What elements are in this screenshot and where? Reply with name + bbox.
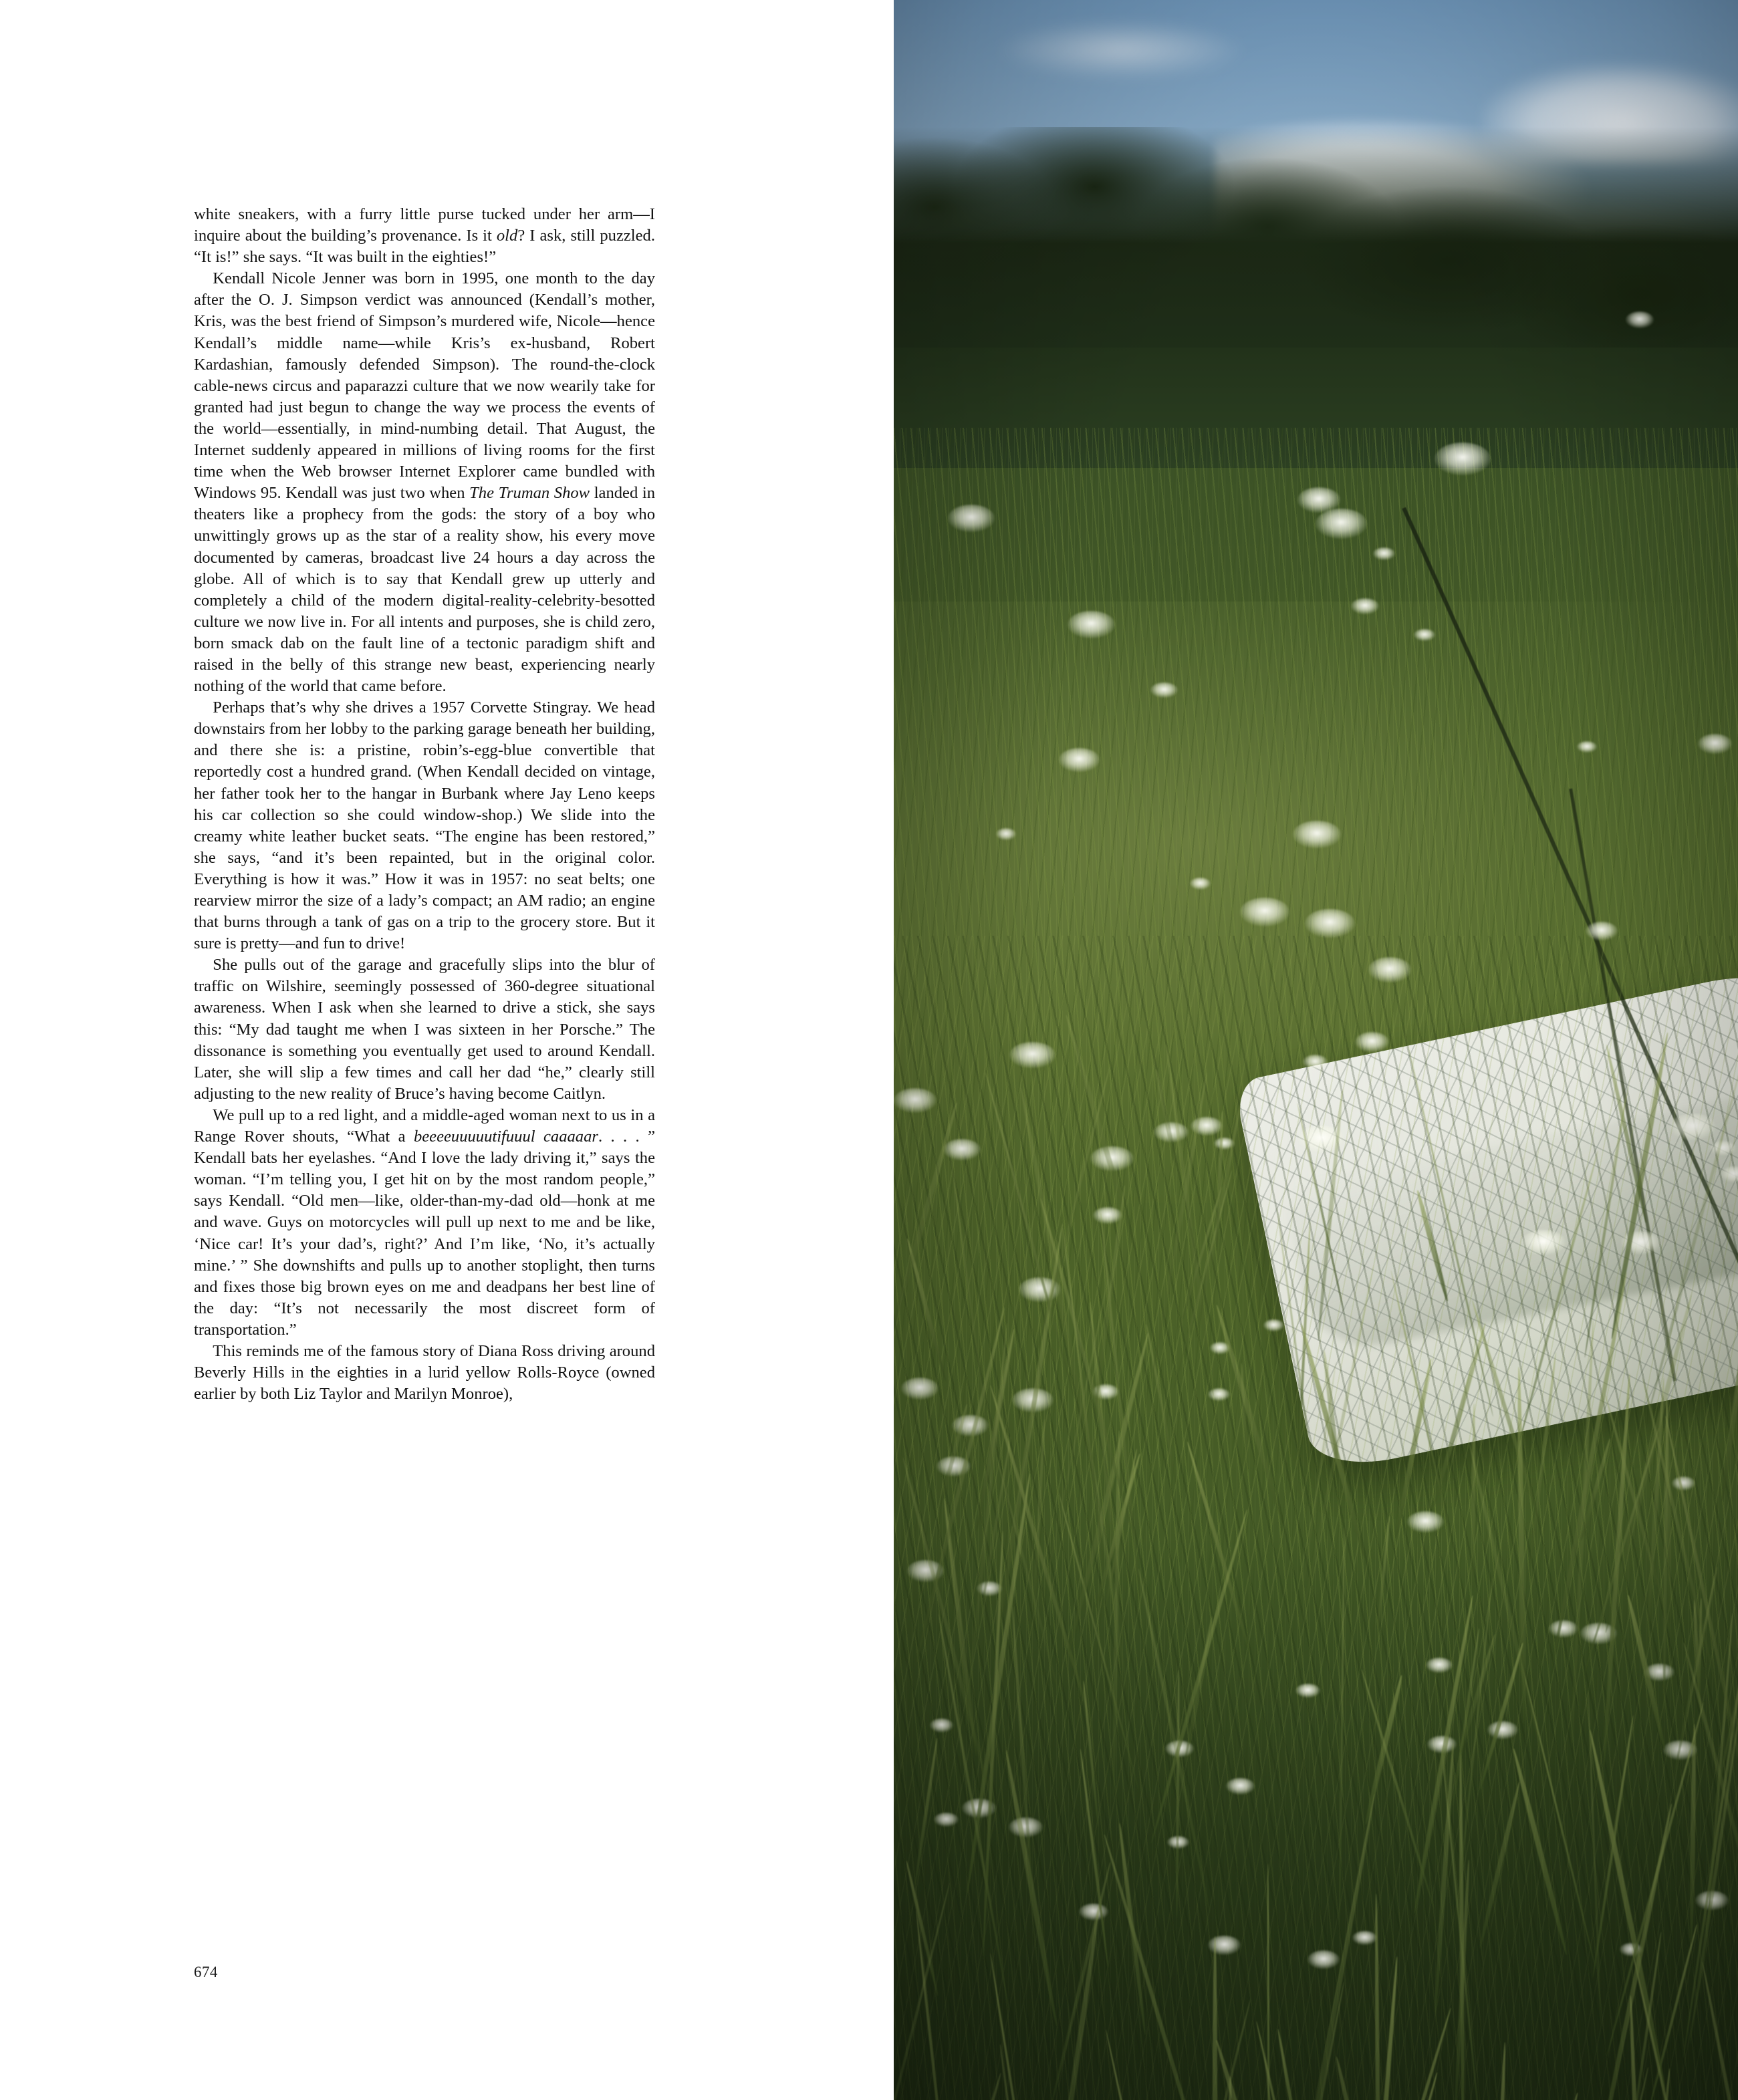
flower-head bbox=[1226, 1778, 1254, 1795]
italic-run: old bbox=[496, 227, 518, 245]
flower-head bbox=[1435, 442, 1491, 475]
photograph-meadow bbox=[894, 0, 1738, 2100]
flower-head bbox=[1626, 311, 1654, 328]
flower-head bbox=[1698, 734, 1732, 754]
flower-head bbox=[1414, 629, 1435, 641]
flower-head bbox=[1373, 547, 1394, 560]
flower-head bbox=[1059, 748, 1100, 771]
page-number: 674 bbox=[194, 1964, 218, 1980]
text-run: Perhaps that’s why she drives a 1957 Corvette Stingray. We head downstairs from her lobby to the parking garage beneath her building, and there she is: a pristine, robin’s-egg-blue convertible that reportedly cost a hundred grand. (When Kendall decided on vintage, her father took her to the hangar in Burbank where Jay Leno keeps his car collection so she could window-shop.) We slide into the creamy white leather bucket seats. “The engine has been restored,” she says, “and it’s been repainted, but in the original color. Everything is how it was.” How it was in 1957: no seat belts; one rearview mirror the size of a lady’s compact; an AM radio; an engine that burns through a tank of gas on a trip to the grocery store. But it sure is pretty—and fun to drive! bbox=[194, 698, 655, 953]
flower-head bbox=[1487, 1721, 1518, 1738]
flower-head bbox=[1670, 1113, 1716, 1140]
article-paragraph bbox=[194, 697, 655, 954]
flower-head bbox=[1355, 1032, 1390, 1052]
flower-head bbox=[996, 828, 1017, 840]
text-run: We pull up to a red light, and a middle-aged woman next to us in a Range Rover shouts, “What a bbox=[194, 1105, 655, 1146]
flower-head bbox=[1305, 909, 1355, 938]
text-run: landed in theaters like a prophecy from the gods: the story of a boy who unwittingly grows up as the star of a reality show, his every move documented by cameras, broadcast live 24 hours a day across the globe. All of which is to say that Kendall grew up utterly and completely a child of the modern digital-reality-celebrity-besotted culture we now live in. For all intents and purposes, she is child zero, born smack dab on the fault line of a tectonic paradigm shift and raised in the belly of this strange new beast, experiencing nearly nothing of the world that came before. bbox=[194, 484, 656, 696]
cloud-icon bbox=[994, 20, 1248, 80]
text-run: . . . . ” Kendall bats her eyelashes. “And I love the lady driving it,” says the woman. “I’m telling you, I get hit on by the most random people,” says Kendall. “Old men—like, older-than-my-dad old—honk at me and wave. Guys on motorcycles will pull up next to me and be like, ‘Nice car! It’s your dad’s, right?’ And I’m like, ‘No, it’s actually mine.’ ” She downshifts and pulls up to another stoplight, then turns and fixes those big brown eyes on me and deadpans her best line of the day: “It’s not necessarily the most discreet form of transportation.” bbox=[194, 1128, 655, 1339]
flower-head bbox=[948, 505, 995, 532]
flower-head bbox=[1368, 957, 1412, 982]
flower-head bbox=[1079, 1904, 1108, 1920]
text-run: Kendall Nicole Jenner was born in 1995, one month to the day after the O. J. Simpson verdict was announced (Kendall’s mother, Kris, was the best friend of Simpson’s murdered wife, Nicole—hence Kendall’s middle name—while Kris’s ex-husband, Robert Kardashian, famously defended Simpson). The round-the-clock cable-news circus and paparazzi culture that we now wearily take for granted had just begun to change the way we process the events of the world—essentially, in mind-numbing detail. That August, the Internet suddenly appeared in millions of living rooms for the first time when the Web browser Internet Explorer came bundled with Windows 95. Kendall was just two when bbox=[194, 269, 655, 503]
flower-head bbox=[1710, 1141, 1736, 1156]
article-paragraph bbox=[194, 1105, 655, 1341]
flower-head bbox=[930, 1718, 953, 1732]
article-paragraph bbox=[194, 954, 655, 1105]
flower-head bbox=[1303, 1055, 1328, 1069]
flower-head bbox=[1426, 1658, 1453, 1673]
flower-head bbox=[1549, 1620, 1578, 1637]
text-run: She pulls out of the garage and gracefully slips into the blur of traffic on Wilshire, seemingly possessed of 360-degree situational awareness. When I ask when she learned to drive a stick, she says this: “My dad taught me when I was sixteen in her Porsche.” The dissonance is something you eventually get used to around Kendall. Later, she will slip a few times and call her dad “he,” clearly still adjusting to the new reality of Bruce’s having become Caitlyn. bbox=[194, 956, 655, 1103]
text-run: This reminds me of the famous story of Diana Ross driving around Beverly Hills in the eighties in a lurid yellow Rolls-Royce (owned earlier by both Liz Taylor and Marilyn Monroe), bbox=[194, 1341, 655, 1404]
flower-head bbox=[894, 1088, 937, 1113]
flower-head bbox=[1407, 1511, 1444, 1533]
article-body bbox=[194, 204, 655, 1405]
flower-head bbox=[1308, 1950, 1340, 1969]
flower-head bbox=[1316, 509, 1366, 538]
text-run: white sneakers, with a furry little purse tucked under her arm—I inquire about the building’s provenance. Is it bbox=[194, 205, 655, 245]
article-paragraph bbox=[194, 268, 655, 697]
flower-head bbox=[901, 1377, 939, 1400]
flower-head bbox=[1293, 821, 1341, 849]
article-paragraph bbox=[194, 1341, 655, 1405]
flower-head bbox=[1009, 1042, 1055, 1069]
text-run: ? I ask, still puzzled. “It is!” she says. “It was built in the eighties!” bbox=[194, 227, 656, 267]
italic-run: The Truman Show bbox=[469, 484, 590, 503]
flower-head bbox=[1068, 611, 1114, 638]
flower-head bbox=[1672, 1476, 1695, 1490]
italic-run: beeeeuuuuutifuuul caaaaar bbox=[413, 1128, 598, 1146]
flower-head bbox=[1208, 1936, 1241, 1954]
flower-head bbox=[1586, 922, 1618, 940]
flower-head bbox=[1521, 1230, 1566, 1255]
flower-head bbox=[1240, 898, 1289, 926]
article-paragraph bbox=[194, 204, 655, 268]
